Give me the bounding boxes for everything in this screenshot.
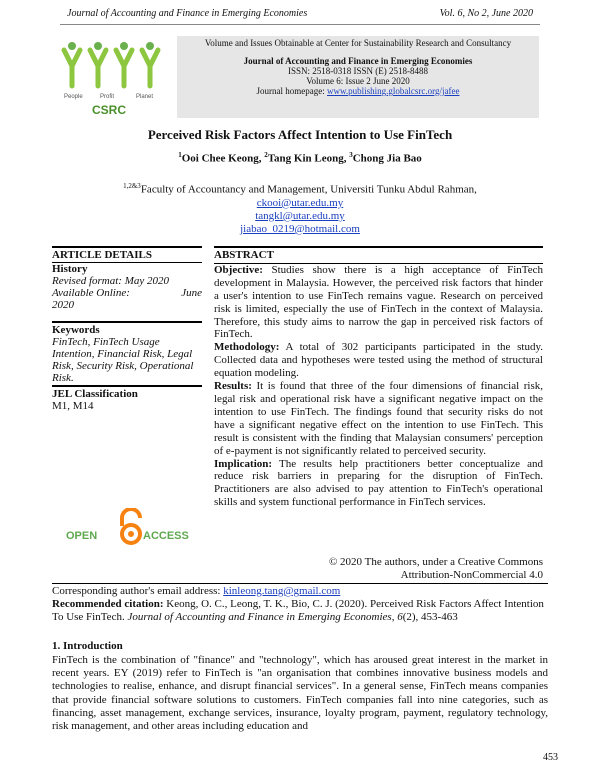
footer-rule xyxy=(52,583,548,584)
running-volume: Vol. 6, No 2, June 2020 xyxy=(439,8,533,19)
author-2: Tang Kin Leong, xyxy=(267,152,350,165)
affil-sup: 1,2&3 xyxy=(123,182,141,190)
email-link-2[interactable]: tangkl@utar.edu.my xyxy=(255,209,345,222)
available-online xyxy=(52,287,202,299)
abstract-methodology xyxy=(214,341,543,380)
copyright-line1: © 2020 The authors, under a Creative Commons xyxy=(328,556,543,568)
abstract-implication xyxy=(214,458,543,510)
email-link-3[interactable]: jiabao_0219@hotmail.com xyxy=(240,222,360,235)
header-rule xyxy=(60,24,540,25)
methodology-label: Methodology: xyxy=(214,341,280,354)
citation-volume: 6 xyxy=(397,611,403,623)
homepage-label: Journal homepage: xyxy=(256,86,325,96)
results-text: It is found that three of the four dimensions of financial risk, legal risk and operational risk have a significant negative impact on the intention to use FinTech. The findings found that security risks do not have a significant negative effect on the intention to use FinTech. This result is consistent with the finding that Malaysian consumers' perception of e-payment is not significantly related to perceived security. xyxy=(214,380,543,457)
logo-label-planet: Planet xyxy=(136,94,154,100)
recommended-citation xyxy=(52,598,548,624)
keywords: FinTech, FinTech Usage Intention, Financial Risk, Legal Risk, Security Risk, Operational Risk. xyxy=(52,336,194,384)
logo-label-profit: Profit xyxy=(100,94,115,100)
article-details-heading: ARTICLE DETAILS xyxy=(52,246,202,261)
objective-text: Studies show there is a high acceptance of FinTech development in Malaysia. However, the perceived risk factors that hinder a user's intention to use FinTech remains vague. Research on perceived risk is limited, especially the use of FinTech in the context of Malaysia. Therefore, this study aims to narrow the gap in perceived risk factors of FinTech. xyxy=(214,263,543,341)
abstract-heading: ABSTRACT xyxy=(214,246,543,262)
available-year: 2020 xyxy=(52,299,74,311)
paper-title: Perceived Risk Factors Affect Intention to Use FinTech xyxy=(147,127,453,142)
copyright xyxy=(214,556,543,582)
banner-homepage xyxy=(177,86,539,96)
available-value-first: June xyxy=(181,287,202,299)
corresponding-label: Corresponding author's email address: xyxy=(52,585,224,597)
banner-line1: Volume and Issues Obtainable at Center for Sustainability Research and Consultancy xyxy=(204,38,512,48)
banner-journal: Journal of Accounting and Finance in Emerging Economies xyxy=(243,56,473,66)
article-details xyxy=(52,246,202,412)
journal-banner xyxy=(177,36,539,118)
affiliation xyxy=(60,180,540,236)
abstract-objective xyxy=(214,263,543,341)
results-label: Results: xyxy=(214,380,252,393)
intro-text: FinTech is the combination of "finance" and "technology", which has aroused great interest in the market in recent years. EY (2019) refer to FinTech is "an organisation that combines innovative business models and technologies to realise, enhance, and disrupt financial services". In a general sense, FinTech means companies that provide financial software solutions to customers. FinTech companies fall into nine categories, such as financing, asset management, exchange services, insurance, loyalty program, payment, regulatory technology, risk management, and other areas including education and xyxy=(52,654,548,733)
banner-issn: ISSN: 2518-0318 ISSN (E) 2518-8488 xyxy=(287,66,428,76)
homepage-link[interactable]: www.publishing.globalcsrc.org/jafee xyxy=(327,86,460,96)
abstract-results xyxy=(214,380,543,457)
email-link-1[interactable]: ckooi@utar.edu.my xyxy=(256,196,344,209)
abstract xyxy=(214,246,543,509)
authors xyxy=(60,151,540,165)
running-journal: Journal of Accounting and Finance in Emerging Economies xyxy=(67,8,308,19)
banner-issue: Volume 6: Issue 2 June 2020 xyxy=(306,76,410,86)
jel-heading: JEL Classification xyxy=(52,385,202,400)
revised-format: Revised format: May 2020 xyxy=(52,275,169,287)
corresponding-email[interactable]: kinleong.tang@gmail.com xyxy=(223,585,341,597)
implication-label: Implication: xyxy=(214,457,273,470)
affil-text: Faculty of Accountancy and Management, Universiti Tunku Abdul Rahman, xyxy=(140,183,477,196)
keywords-heading: Keywords xyxy=(52,321,202,336)
logo-acronym: CSRC xyxy=(92,103,127,117)
open-access-badge xyxy=(66,508,196,556)
methodology-text: A total of 302 participants participated in the study. Collected data and hypotheses were tested using the method of structural equation modeling. xyxy=(214,341,543,380)
available-label: Available Online: xyxy=(52,287,130,299)
page-number: 453 xyxy=(543,752,558,763)
open-access-right: ACCESS xyxy=(143,530,189,542)
csrc-logo-icon xyxy=(60,36,172,118)
open-access-left: OPEN xyxy=(66,530,98,542)
citation-label: Recommended citation: xyxy=(52,598,164,610)
citation-sep: , xyxy=(391,611,398,623)
history-heading: History xyxy=(52,262,202,275)
author-sup-1: 1 xyxy=(178,151,182,159)
author-sup-2: 2 xyxy=(264,151,268,159)
csrc-logo xyxy=(60,36,172,118)
running-header xyxy=(67,8,533,19)
objective-label: Objective: xyxy=(214,263,263,276)
author-sup-3: 3 xyxy=(349,151,353,159)
open-access-lock-icon xyxy=(66,508,196,556)
intro-heading: 1. Introduction xyxy=(52,640,123,652)
citation-rest: (2), 453-463 xyxy=(402,611,458,623)
author-3: Chong Jia Bao xyxy=(352,152,422,165)
logo-label-people: People xyxy=(64,94,83,100)
jel-codes: M1, M14 xyxy=(52,400,94,412)
implication-text: The results help practitioners better conceptualize and reduce risk barriers in preparing for the disruption of FinTech. Practitioners are also advised to pay attention to FinTech's operational skills and system functional performance in FinTech services. xyxy=(214,457,543,509)
citation-text: Keong, O. C., Leong, T. K., Bio, C. J. (2020). Perceived Risk Factors Affect Intention To Use FinTech. xyxy=(52,598,544,623)
corresponding-block xyxy=(52,585,548,624)
corresponding-author xyxy=(52,585,548,598)
author-1: Ooi Chee Keong, xyxy=(181,152,265,165)
citation-journal: Journal of Accounting and Finance in Emerging Economies xyxy=(127,611,392,623)
copyright-line2: Attribution-NonCommercial 4.0 xyxy=(400,569,543,581)
